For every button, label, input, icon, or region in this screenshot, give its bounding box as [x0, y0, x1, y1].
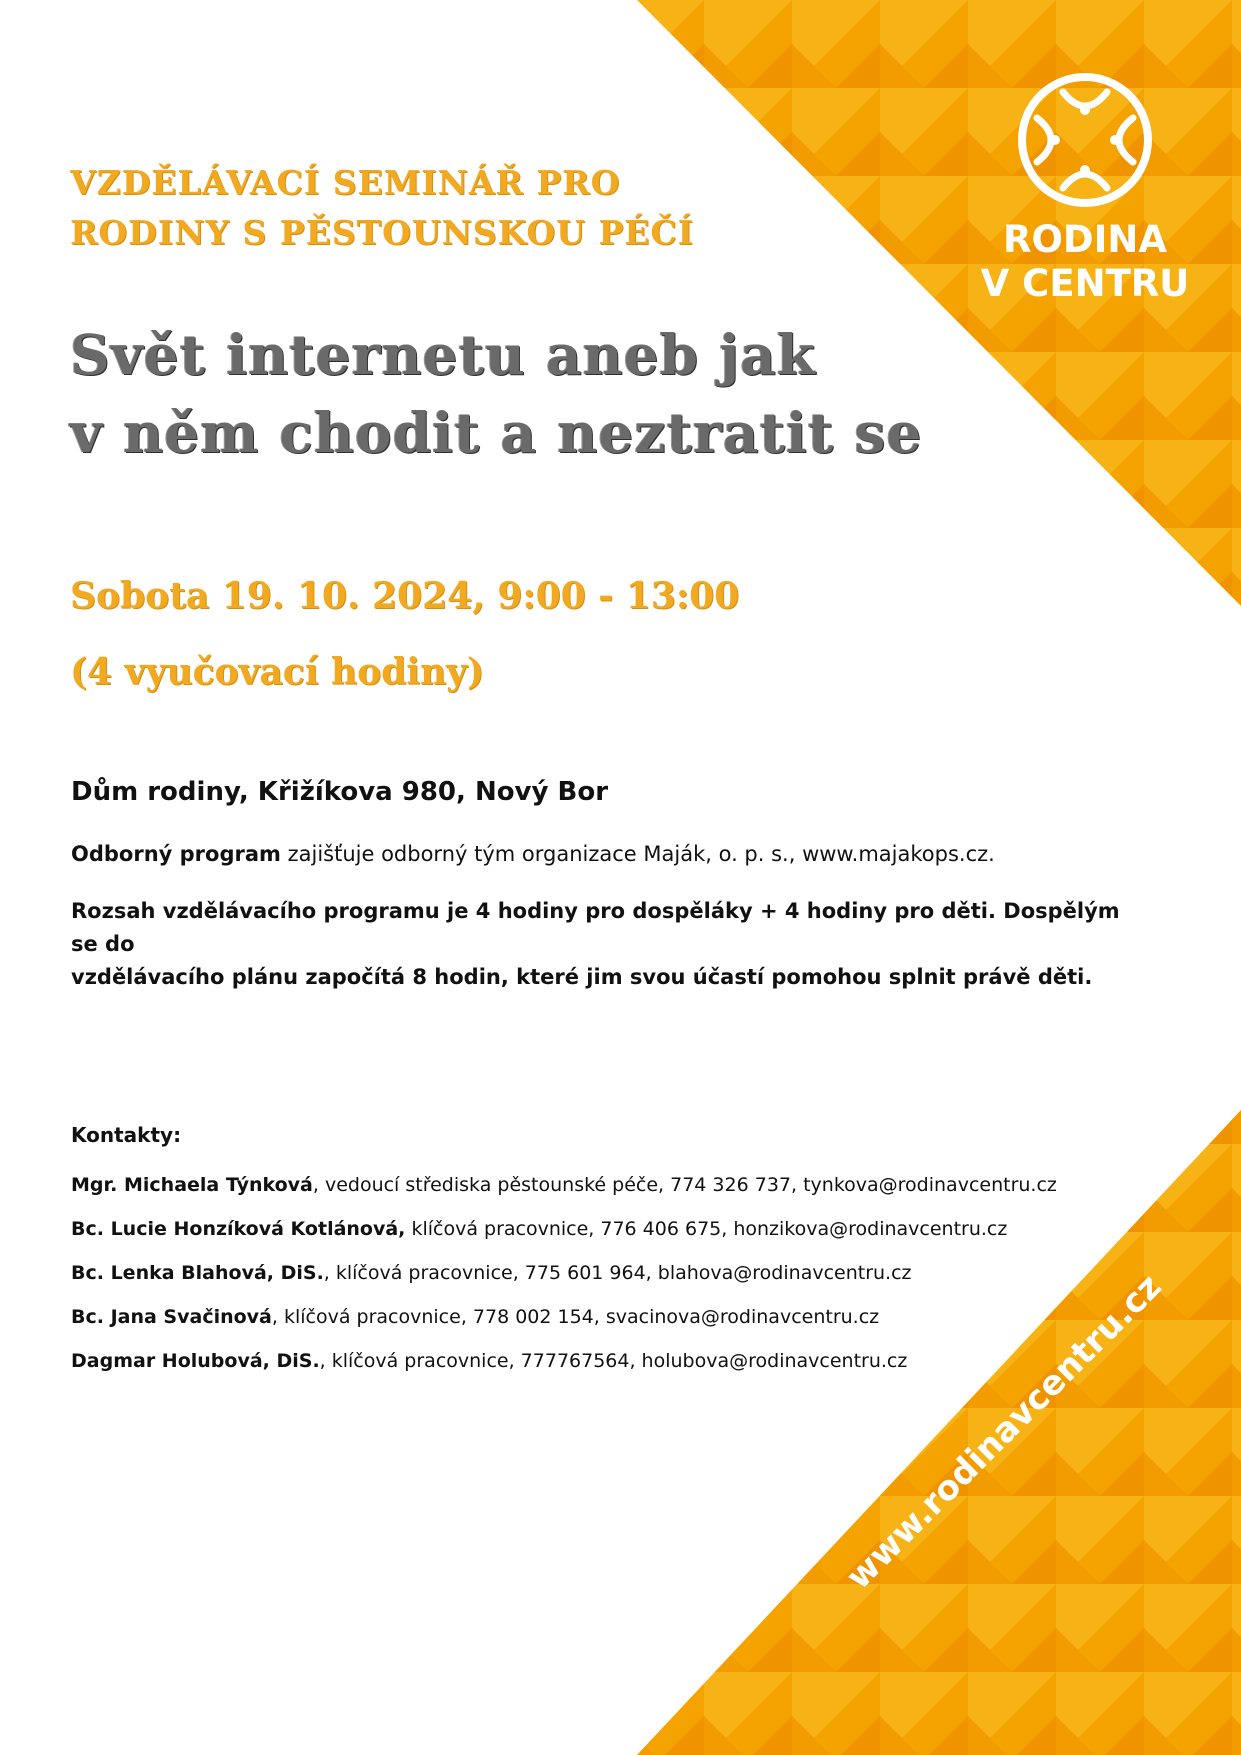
- contacts-section: [71, 1123, 1071, 1383]
- contact-name: Bc. Lucie Honzíková Kotlánová,: [71, 1218, 406, 1240]
- contact-item: [71, 1163, 1071, 1207]
- contact-name: Dagmar Holubová, DiS.: [71, 1350, 320, 1372]
- contact-item: [71, 1251, 1071, 1295]
- logo-line-1: RODINA: [1002, 218, 1168, 261]
- website-link[interactable]: www.rodinavcentru.cz: [838, 1266, 1170, 1598]
- contact-item: [71, 1207, 1071, 1251]
- event-date: Sobota 19. 10. 2024, 9:00 - 13:00: [70, 575, 740, 617]
- program-label: Odborný program: [71, 842, 281, 866]
- brand-logo: [980, 70, 1190, 306]
- logo-line-2: V CENTRU: [980, 262, 1190, 305]
- program-text: zajišťuje odborný tým organizace Maják, o. p. s., www.majakops.cz.: [280, 842, 995, 866]
- event-hours: (4 vyučovací hodiny): [70, 651, 485, 693]
- contact-detail: , klíčová pracovnice, 775 601 964, blahova@rodinavcentru.cz: [323, 1262, 912, 1284]
- kicker-line-2: RODINY S PĚSTOUNSKOU PÉČÍ: [70, 213, 695, 252]
- contacts-heading: Kontakty:: [71, 1123, 182, 1147]
- contact-item: [71, 1339, 1071, 1383]
- contact-detail: , klíčová pracovnice, 778 002 154, svacinova@rodinavcentru.cz: [271, 1306, 880, 1328]
- title-line-1: Svět internetu aneb jak: [70, 322, 816, 387]
- contact-detail: klíčová pracovnice, 776 406 675, honzikova@rodinavcentru.cz: [405, 1218, 1008, 1240]
- title-line-2: v něm chodit a neztratit se: [70, 400, 923, 465]
- contact-name: Bc. Lenka Blahová, DiS.: [71, 1262, 324, 1284]
- kicker-line-1: VZDĚLÁVACÍ SEMINÁŘ PRO: [70, 163, 621, 202]
- page-title: [70, 316, 1010, 472]
- scope-paragraph: [71, 895, 1121, 994]
- contact-item: [71, 1295, 1071, 1339]
- contact-detail: , klíčová pracovnice, 777767564, holubova@rodinavcentru.cz: [319, 1350, 908, 1372]
- family-circle-icon: [1015, 70, 1155, 210]
- event-schedule: [70, 558, 830, 710]
- event-venue: Dům rodiny, Křižíkova 980, Nový Bor: [71, 777, 609, 807]
- contact-name: Mgr. Michaela Týnková: [71, 1174, 313, 1196]
- seminar-kicker: [70, 158, 710, 258]
- program-paragraph: [71, 838, 1121, 871]
- contact-name: Bc. Jana Svačinová: [71, 1306, 272, 1328]
- contact-detail: , vedoucí střediska pěstounské péče, 774 326 737, tynkova@rodinavcentru.cz: [312, 1174, 1057, 1196]
- scope-line-1: Rozsah vzdělávacího programu je 4 hodiny pro dospěláky + 4 hodiny pro děti. Dospělým se do: [71, 899, 1120, 956]
- scope-line-2: vzdělávacího plánu započítá 8 hodin, které jim svou účastí pomohou splnit právě děti.: [71, 965, 1093, 989]
